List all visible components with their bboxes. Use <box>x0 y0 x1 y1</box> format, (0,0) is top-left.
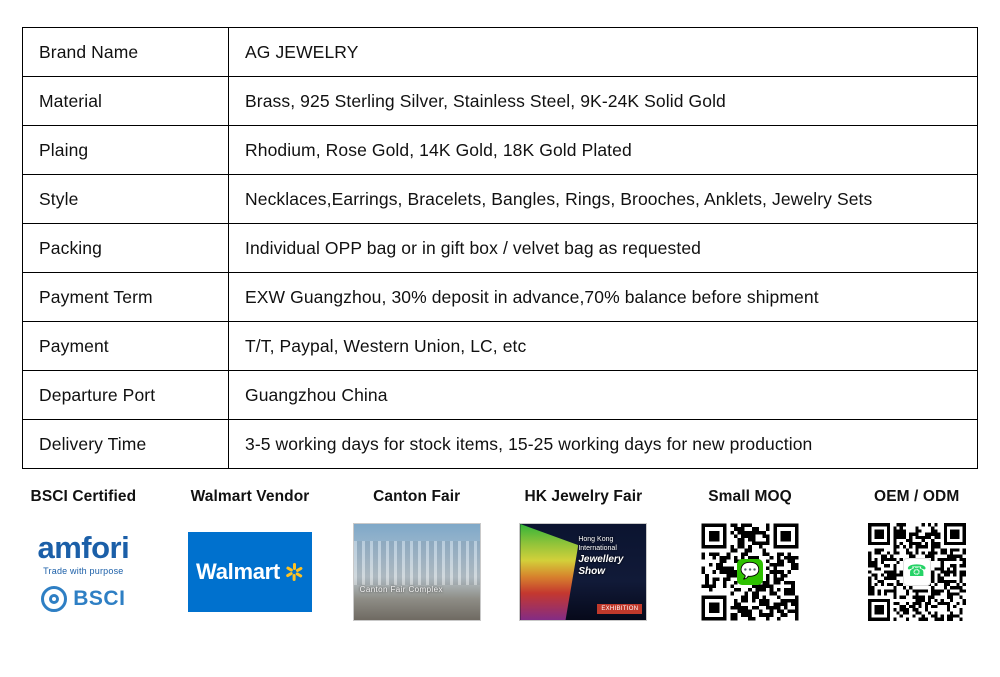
badge-title: BSCI Certified <box>30 488 137 505</box>
facade-pattern <box>354 541 480 585</box>
specification-table <box>22 27 978 469</box>
spec-value: 3-5 working days for stock items, 15-25 working days for new production <box>229 420 978 469</box>
photo-caption: Canton Fair Complex <box>359 585 443 594</box>
show-title-main: Jewellery Show <box>578 553 624 577</box>
spec-value: Necklaces,Earrings, Bracelets, Bangles, Rings, Brooches, Anklets, Jewelry Sets <box>229 175 978 224</box>
amfori-logo <box>19 520 147 624</box>
qr-code[interactable] <box>698 520 802 624</box>
spec-value: EXW Guangzhou, 30% deposit in advance,70% balance before shipment <box>229 273 978 322</box>
badge-title: Canton Fair <box>373 488 461 505</box>
amfori-tagline: Trade with purpose <box>43 566 124 576</box>
hk-jewelry-fair-photo <box>519 520 647 624</box>
spark-icon <box>284 562 304 582</box>
wechat-qr-code <box>686 520 814 624</box>
spec-label: Material <box>23 77 229 126</box>
rainbow-banner <box>520 524 578 620</box>
amfori-bsci-logo <box>19 520 147 624</box>
spec-label: Delivery Time <box>23 420 229 469</box>
walmart-logo-tile <box>188 532 312 612</box>
hk-jewellery-show-image <box>519 523 647 621</box>
table-row <box>23 126 978 175</box>
badge-title: Small MOQ <box>708 488 792 505</box>
spec-value: Brass, 925 Sterling Silver, Stainless Steel, 9K-24K Solid Gold <box>229 77 978 126</box>
spec-value: Rhodium, Rose Gold, 14K Gold, 18K Gold Plated <box>229 126 978 175</box>
badge-title: HK Jewelry Fair <box>524 488 643 505</box>
walmart-logo <box>186 520 314 624</box>
whatsapp-icon: ☎ <box>906 563 927 580</box>
spec-label: Payment <box>23 322 229 371</box>
table-row <box>23 322 978 371</box>
spec-value: T/T, Paypal, Western Union, LC, etc <box>229 322 978 371</box>
whatsapp-logo <box>903 558 931 586</box>
certification-badge-row <box>0 488 1000 624</box>
badge-title: OEM / ODM <box>874 488 960 505</box>
walmart-wordmark: Walmart <box>196 559 280 584</box>
bsci-lockup <box>41 586 125 612</box>
whatsapp-qr-code <box>853 520 981 624</box>
amfori-wordmark: amfori <box>37 530 130 565</box>
badge-hk-jewelry-fair <box>500 488 667 624</box>
wechat-icon: 💬 <box>740 563 760 580</box>
badge-small-moq <box>667 488 834 624</box>
spec-label: Payment Term <box>23 273 229 322</box>
table-row <box>23 224 978 273</box>
specification-table-body <box>23 28 978 469</box>
canton-fair-photo <box>353 520 481 624</box>
table-row <box>23 420 978 469</box>
show-title <box>578 536 640 579</box>
badge-title: Walmart Vendor <box>190 488 310 505</box>
badge-bsci-certified <box>0 488 167 624</box>
spec-label: Departure Port <box>23 371 229 420</box>
spec-label: Brand Name <box>23 28 229 77</box>
table-row <box>23 371 978 420</box>
table-row <box>23 273 978 322</box>
exhibition-badge: EXHIBITION <box>597 604 642 614</box>
badge-walmart-vendor <box>167 488 334 624</box>
spec-label: Style <box>23 175 229 224</box>
table-row <box>23 28 978 77</box>
show-title-small: Hong Kong International <box>578 536 617 552</box>
spiral-icon <box>41 586 67 612</box>
badge-canton-fair <box>333 488 500 624</box>
table-row <box>23 77 978 126</box>
canton-fair-venue-image <box>353 523 481 621</box>
badge-oem-odm <box>833 488 1000 624</box>
wechat-logo <box>737 559 763 585</box>
spec-label: Plaing <box>23 126 229 175</box>
spec-value: Individual OPP bag or in gift box / velvet bag as requested <box>229 224 978 273</box>
table-row <box>23 175 978 224</box>
spec-label: Packing <box>23 224 229 273</box>
bsci-wordmark: BSCI <box>73 587 126 610</box>
spec-value: AG JEWELRY <box>229 28 978 77</box>
spec-value: Guangzhou China <box>229 371 978 420</box>
qr-code[interactable] <box>865 520 969 624</box>
